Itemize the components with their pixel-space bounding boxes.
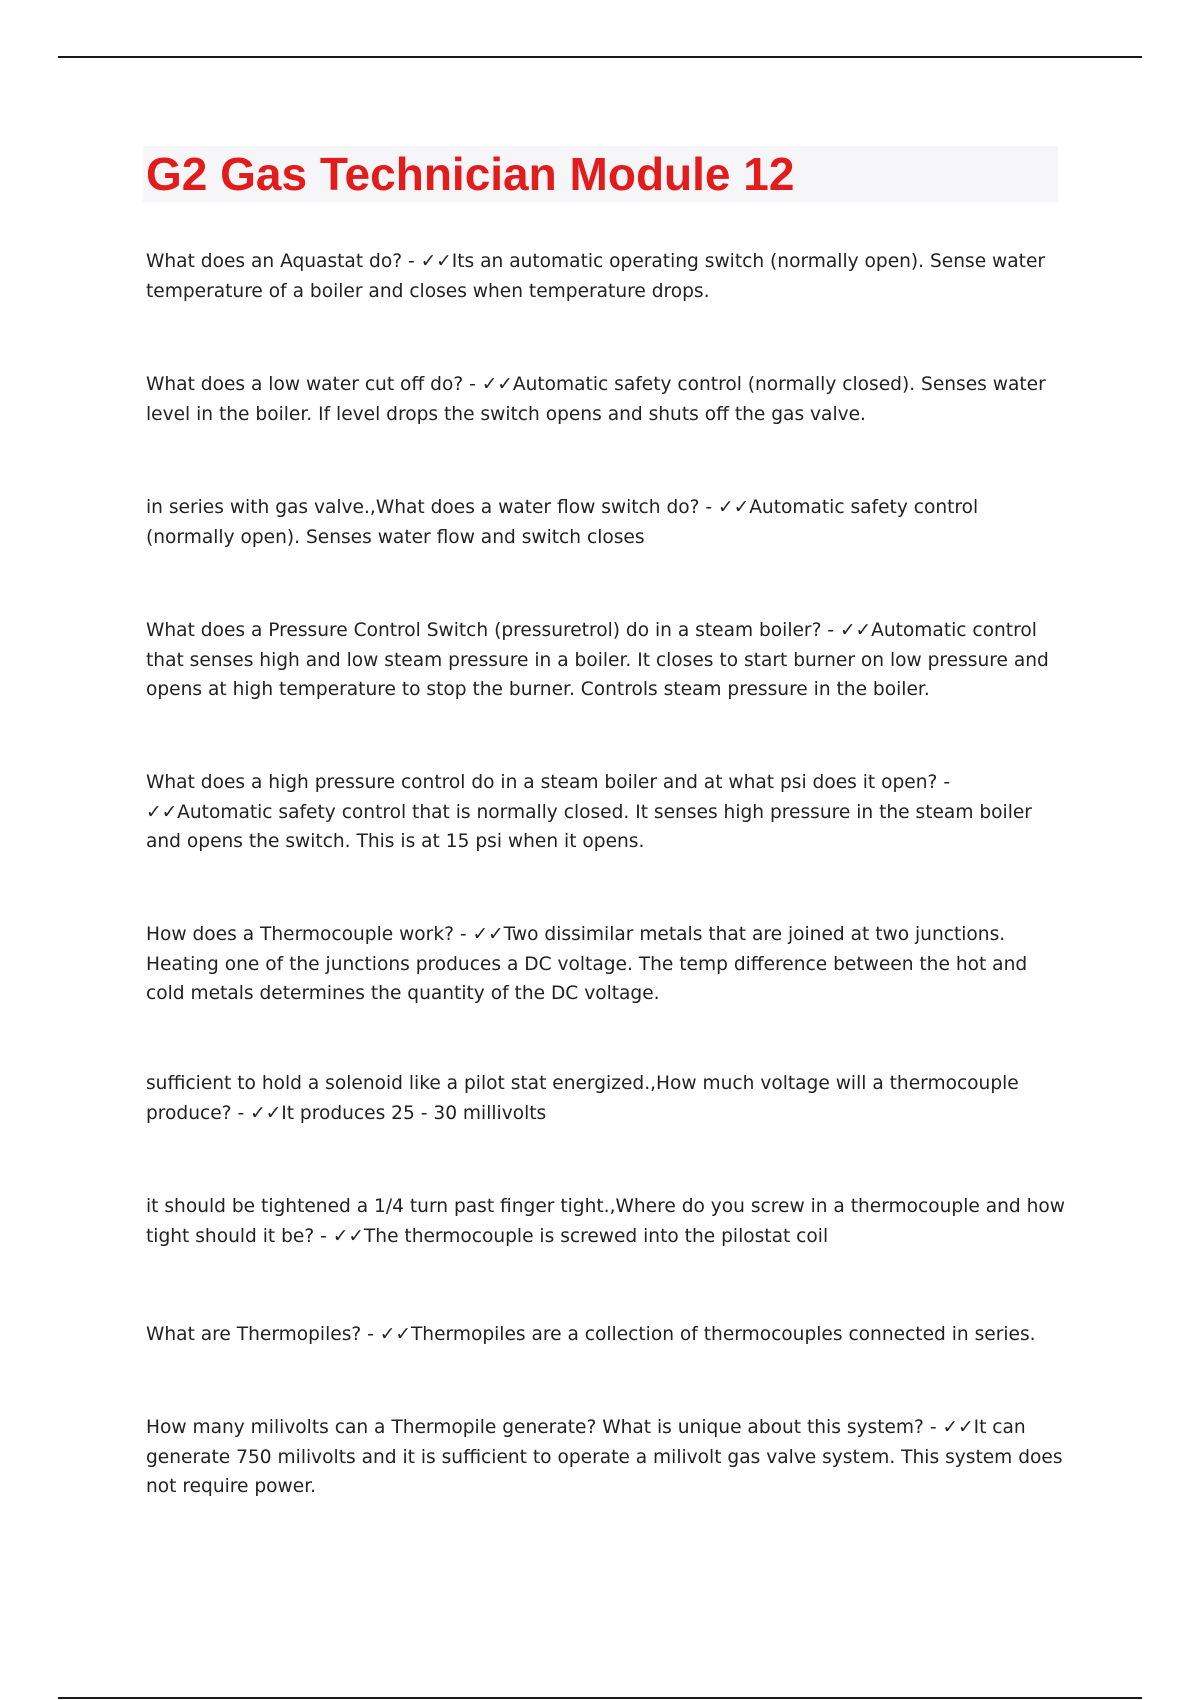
qa-entry-aquastat: What does an Aquastat do? - ✓✓Its an automatic operating switch (normally open). Sense water temperature of a boiler and closes when temperature drops. <box>146 251 1046 302</box>
qa-entry-low-water-cutoff: What does a low water cut off do? - ✓✓Automatic safety control (normally closed). Senses water level in the boiler. If level drops the switch opens and shuts off the gas valve. <box>146 374 1046 425</box>
qa-entry-thermocouple-work: How does a Thermocouple work? - ✓✓Two dissimilar metals that are joined at two junctions. Heating one of the junctions produces a DC voltage. The temp difference between the hot and cold metals determines the quantity of the DC voltage. <box>146 924 1028 1004</box>
qa-entry-water-flow-switch: in series with gas valve.,What does a water flow switch do? - ✓✓Automatic safety control (normally open). Senses water flow and switch closes <box>146 497 979 548</box>
qa-entry-thermopile-millivolts: How many milivolts can a Thermopile generate? What is unique about this system? - ✓✓It can generate 750 milivolts and it is sufficient to operate a milivolt gas valve system. This system does not require power. <box>146 1417 1063 1497</box>
qa-entry-pressuretrol: What does a Pressure Control Switch (pressuretrol) do in a steam boiler? - ✓✓Automatic control that senses high and low steam pressure in a boiler. It closes to start burner on low pressure and opens at high temperature to stop the burner. Controls steam pressure in the boiler. <box>146 620 1049 700</box>
qa-entry-thermocouple-voltage: sufficient to hold a solenoid like a pilot stat energized.,How much voltage will a thermocouple produce? - ✓✓It produces 25 - 30 millivolts <box>146 1073 1019 1124</box>
document-title: G2 Gas Technician Module 12 <box>146 148 795 200</box>
top-divider <box>58 56 1142 58</box>
bottom-divider <box>58 1697 1142 1699</box>
qa-entry-high-pressure-control: What does a high pressure control do in a steam boiler and at what psi does it open? - ✓✓Automatic safety control that is normally closed. It senses high pressure in the steam boiler and opens the switch. This is at 15 psi when it opens. <box>146 772 1032 852</box>
qa-entry-thermocouple-install: it should be tightened a 1/4 turn past finger tight.,Where do you screw in a thermocouple and how tight should it be? - ✓✓The thermocouple is screwed into the pilostat coil <box>146 1196 1066 1247</box>
qa-entry-thermopiles: What are Thermopiles? - ✓✓Thermopiles are a collection of thermocouples connected in series. <box>146 1324 1036 1345</box>
